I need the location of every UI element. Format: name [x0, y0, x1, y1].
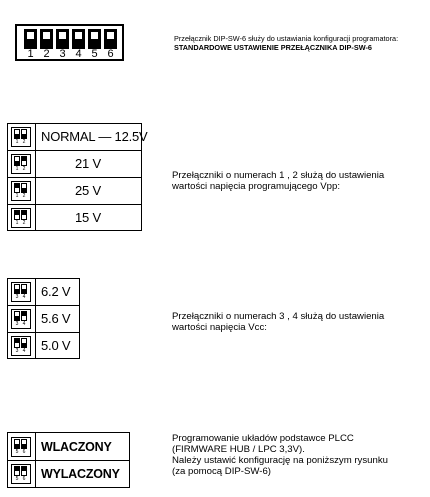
- mini-switch-icon: 5 6: [11, 464, 31, 484]
- vpp-desc-line: Przełączniki o numerach 1 , 2 służą do ustawienia: [172, 170, 385, 181]
- dip-number: 1: [27, 48, 34, 60]
- vcc-label: 5.0 V: [41, 338, 71, 353]
- dip-switch-2: [40, 29, 53, 49]
- plcc-row: [8, 461, 129, 488]
- plcc-label: WLACZONY: [41, 440, 112, 454]
- dip-number: 3: [59, 48, 66, 60]
- dip-number: 2: [43, 48, 50, 60]
- plcc-row: [8, 433, 129, 461]
- plcc-label: WYLACZONY: [41, 467, 120, 481]
- dip-switch-5: [88, 29, 101, 49]
- vpp-desc-line: wartości napięcia programującego Vpp:: [172, 181, 340, 192]
- vpp-row: [8, 178, 141, 205]
- plcc-desc-line: Programowanie układów podstawce PLCC: [172, 433, 354, 444]
- mini-switch-icon: 1 2: [11, 181, 31, 201]
- vcc-label: 6.2 V: [41, 284, 71, 299]
- vpp-description: [172, 170, 384, 192]
- mini-switch-icon: 3 4: [11, 282, 31, 302]
- header-note: [174, 34, 426, 52]
- vpp-label: 25 V: [75, 183, 101, 198]
- vpp-label: 21 V: [75, 156, 101, 171]
- mini-switch-icon: 5 6: [11, 437, 31, 457]
- vcc-desc-line: wartości napięcia Vcc:: [172, 322, 267, 333]
- vcc-row: [8, 333, 79, 359]
- vcc-switch-table: [7, 278, 80, 359]
- plcc-desc-line: Należy ustawić konfigurację na poniższym rysunku: [172, 455, 388, 466]
- dip-switch-1: [24, 29, 37, 49]
- dip-switch-3: [56, 29, 69, 49]
- mini-switch-icon: 1 2: [11, 208, 31, 228]
- mini-switch-icon: 1 2: [11, 127, 31, 147]
- dip-number: 4: [75, 48, 82, 60]
- vcc-row: [8, 306, 79, 333]
- vcc-desc-line: Przełączniki o numerach 3 , 4 służą do ustawienia: [172, 311, 385, 322]
- mini-switch-icon: 1 2: [11, 154, 31, 174]
- plcc-switch-table: [7, 432, 130, 488]
- header-line-2: STANDARDOWE USTAWIENIE PRZEŁĄCZNIKA DIP-SW-6: [174, 43, 372, 52]
- dip-number: 6: [107, 48, 114, 60]
- vpp-row: [8, 151, 141, 178]
- vcc-label: 5.6 V: [41, 311, 71, 326]
- vpp-label: NORMAL — 12.5V: [41, 129, 148, 144]
- plcc-desc-line: (za pomocą DIP-SW-6): [172, 466, 271, 477]
- vpp-row: [8, 124, 148, 151]
- vcc-description: [172, 311, 384, 333]
- dip-switch-6: [104, 29, 117, 49]
- dip-number: 5: [91, 48, 98, 60]
- header-line-1: Przełącznik DIP-SW-6 służy do ustawiania konfiguracji programatora:: [174, 34, 399, 43]
- vpp-switch-table: [7, 123, 148, 231]
- mini-switch-icon: 3 4: [11, 336, 31, 356]
- plcc-desc-line: (FIRMWARE HUB / LPC 3,3V).: [172, 444, 305, 455]
- dip-switch-diagram: [15, 24, 124, 61]
- plcc-description: [172, 433, 388, 477]
- dip-switch-4: [72, 29, 85, 49]
- mini-switch-icon: 3 4: [11, 309, 31, 329]
- vpp-label: 15 V: [75, 210, 101, 225]
- vpp-row: [8, 205, 141, 231]
- vcc-row: [8, 279, 79, 306]
